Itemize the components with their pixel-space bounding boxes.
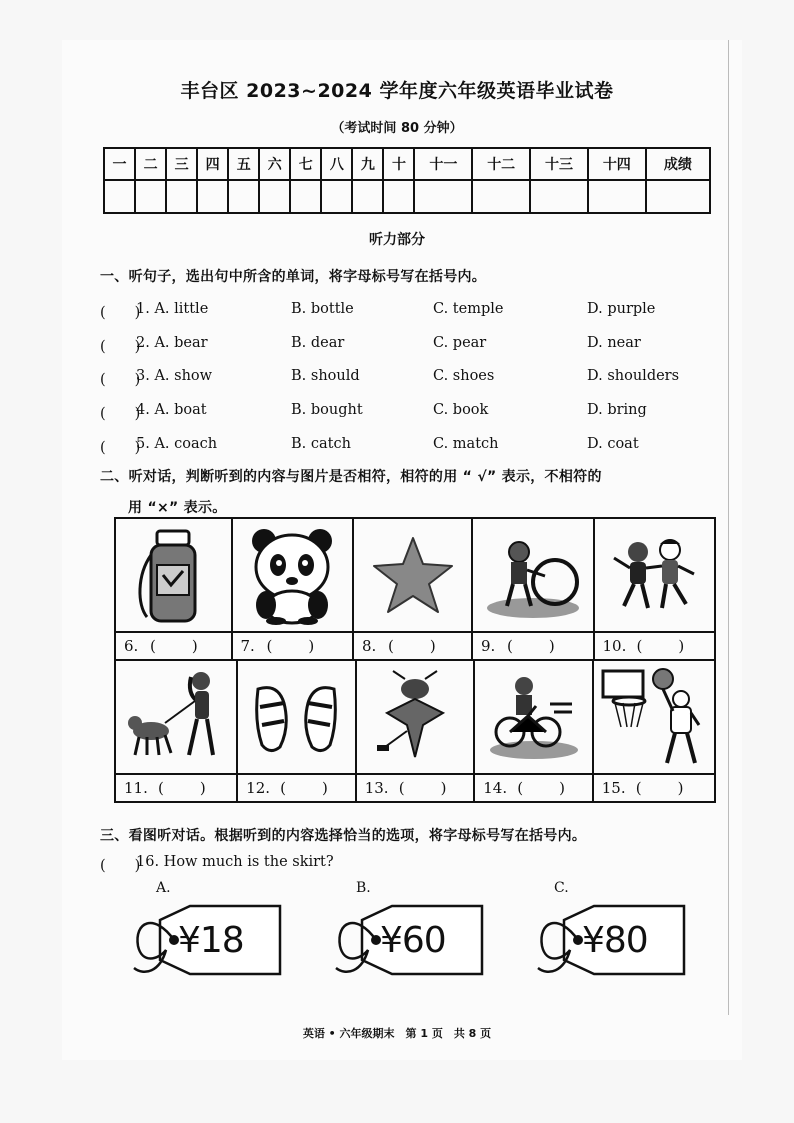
label-row [115, 774, 715, 802]
answer-blank[interactable]: ( ) [100, 406, 141, 422]
score-cell[interactable] [472, 180, 530, 213]
option-a: 5. A. coach [136, 436, 218, 452]
label-cell-14 [474, 774, 593, 802]
score-col-10: 十 [383, 148, 414, 180]
score-cell[interactable] [228, 180, 259, 213]
picture-row [115, 660, 715, 774]
option-letter: B. [356, 880, 371, 896]
paren-open[interactable]: ( [158, 779, 164, 797]
price-tag-options [130, 880, 690, 980]
paren-close: ) [429, 637, 436, 655]
score-cell[interactable] [290, 180, 321, 213]
paren-open[interactable]: ( [150, 637, 156, 655]
option-letter: A. [156, 880, 171, 896]
item-number: 11. [124, 779, 148, 797]
question-row-3 [100, 368, 720, 390]
answer-blank[interactable]: ( ) [100, 305, 141, 321]
water-bottle-icon [133, 525, 213, 625]
option-a: 4. A. boat [136, 402, 207, 418]
picture-grid-row2 [114, 659, 716, 803]
label-cell-11 [115, 774, 237, 802]
price-value: ¥60 [380, 920, 446, 961]
label-cell-8 [353, 632, 472, 660]
item-number: 10. [602, 637, 627, 655]
paren-open[interactable]: ( [388, 637, 394, 655]
score-col-13: 十三 [530, 148, 588, 180]
option-c: C. match [433, 436, 499, 452]
exam-duration: （考试时间 80 分钟） [331, 121, 463, 136]
label-cell-9 [472, 632, 594, 660]
exam-title: 丰台区 2023~2024 学年度六年级英语毕业试卷 [180, 80, 614, 102]
label-cell-7 [232, 632, 354, 660]
kite-icon [365, 667, 465, 767]
score-col-5: 五 [228, 148, 259, 180]
score-col-2: 二 [135, 148, 166, 180]
paren-close: ) [440, 779, 447, 797]
picture-cell-11 [115, 660, 237, 774]
boy-cycling-icon [484, 672, 584, 762]
paren-close: ) [559, 779, 565, 797]
option-c: C. pear [433, 335, 487, 351]
paren-close: ) [199, 779, 206, 797]
item-number: 9. [481, 637, 496, 655]
item-number: 13. [364, 779, 389, 797]
option-b: B. bought [291, 402, 363, 418]
item-number: 7. [240, 637, 255, 655]
option-a: 1. A. little [136, 301, 209, 317]
option-a: 2. A. bear [136, 335, 208, 351]
score-cell[interactable] [530, 180, 588, 213]
paren-open[interactable]: ( [636, 637, 643, 655]
picture-cell-13 [356, 660, 475, 774]
score-blank-row [104, 180, 710, 213]
paren-open[interactable]: ( [507, 637, 513, 655]
score-cell[interactable] [135, 180, 166, 213]
paren-open[interactable]: ( [266, 637, 273, 655]
paren-close: ) [677, 779, 684, 797]
answer-blank[interactable]: ( ) [100, 440, 141, 456]
score-col-4: 四 [197, 148, 228, 180]
page-footer: 英语 • 六年级期末 第 1 页 共 8 页 [302, 1027, 492, 1040]
option-letter: C. [554, 880, 569, 896]
score-col-total: 成绩 [646, 148, 710, 180]
paren-open[interactable]: ( [517, 779, 524, 797]
option-c: C. temple [433, 301, 504, 317]
price-option-b[interactable] [332, 880, 492, 980]
picture-row [115, 518, 715, 632]
score-col-9: 九 [352, 148, 383, 180]
part2-instruction-line1: 二、听对话，判断听到的内容与图片是否相符，相符的用 “ √” 表示，不相符的 [100, 469, 602, 485]
score-cell[interactable] [588, 180, 646, 213]
picture-cell-14 [474, 660, 593, 774]
picture-cell-9 [472, 518, 594, 632]
question-row-5 [100, 436, 720, 458]
price-value: ¥18 [178, 920, 244, 961]
price-value: ¥80 [582, 920, 648, 961]
item-number: 14. [483, 779, 508, 797]
part3-instruction: 三、看图听对话。根据听到的内容选择恰当的选项，将字母标号写在括号内。 [100, 828, 587, 844]
paren-close: ) [191, 637, 198, 655]
paren-close: ) [322, 779, 328, 797]
picture-cell-6 [115, 518, 232, 632]
question-row-2 [100, 335, 720, 357]
right-margin-line [728, 40, 729, 1015]
score-col-6: 六 [259, 148, 290, 180]
label-row [115, 632, 715, 660]
option-c: C. shoes [433, 368, 495, 384]
score-col-7: 七 [290, 148, 321, 180]
label-cell-12 [237, 774, 356, 802]
sandals-icon [246, 677, 346, 757]
answer-blank[interactable]: ( ) [100, 858, 141, 874]
paren-open[interactable]: ( [280, 779, 287, 797]
score-cell[interactable] [166, 180, 197, 213]
picture-cell-7 [232, 518, 354, 632]
score-cell[interactable] [646, 180, 710, 213]
score-col-1: 一 [104, 148, 135, 180]
option-d: D. bring [587, 402, 647, 418]
star-icon [368, 530, 458, 620]
option-c: C. book [433, 402, 489, 418]
label-cell-6 [115, 632, 232, 660]
score-col-11: 十一 [414, 148, 472, 180]
part1-instruction: 一、听句子，选出句中所含的单词，将字母标号写在括号内。 [100, 269, 487, 285]
option-b: B. catch [291, 436, 351, 452]
score-cell[interactable] [259, 180, 290, 213]
picture-cell-15 [593, 660, 715, 774]
picture-cell-8 [353, 518, 472, 632]
paren-open[interactable]: ( [398, 779, 405, 797]
score-col-12: 十二 [472, 148, 530, 180]
score-cell[interactable] [104, 180, 135, 213]
item-number: 12. [246, 779, 271, 797]
option-b: B. bottle [291, 301, 354, 317]
panda-icon [242, 525, 342, 625]
paren-close: ) [678, 637, 685, 655]
girl-walking-dog-icon [121, 667, 231, 767]
label-cell-15 [593, 774, 715, 802]
answer-blank[interactable]: ( ) [100, 339, 141, 355]
item-number: 15. [601, 779, 626, 797]
score-col-14: 十四 [588, 148, 646, 180]
option-d: D. near [587, 335, 641, 351]
label-cell-13 [356, 774, 475, 802]
answer-blank[interactable]: ( ) [100, 372, 141, 388]
score-cell[interactable] [414, 180, 472, 213]
basketball-player-icon [599, 665, 709, 770]
score-cell[interactable] [383, 180, 414, 213]
option-a: 3. A. show [136, 368, 213, 384]
option-d: D. shoulders [587, 368, 680, 384]
boy-with-hoop-icon [483, 530, 583, 620]
part2-instruction-line2: 用 “×” 表示。 [128, 500, 227, 516]
question-row-16 [100, 854, 720, 876]
price-option-a[interactable] [130, 880, 290, 980]
listening-section-heading: 听力部分 [369, 232, 425, 248]
item-number: 8. [362, 637, 377, 655]
price-option-c[interactable] [534, 880, 694, 980]
score-col-8: 八 [321, 148, 352, 180]
score-col-3: 三 [166, 148, 197, 180]
question-text: 16. How much is the skirt? [136, 854, 334, 870]
option-b: B. should [291, 368, 360, 384]
score-header-row [104, 148, 710, 180]
score-cell[interactable] [321, 180, 352, 213]
option-b: B. dear [291, 335, 345, 351]
children-dancing-icon [604, 530, 704, 620]
picture-cell-10 [594, 518, 716, 632]
paren-close: ) [548, 637, 555, 655]
option-d: D. coat [587, 436, 639, 452]
paren-open[interactable]: ( [635, 779, 642, 797]
item-number: 6. [124, 637, 139, 655]
option-d: D. purple [587, 301, 656, 317]
picture-grid-row1 [114, 517, 716, 661]
score-cell[interactable] [197, 180, 228, 213]
paren-close: ) [308, 637, 315, 655]
picture-cell-12 [237, 660, 356, 774]
score-cell[interactable] [352, 180, 383, 213]
label-cell-10 [594, 632, 716, 660]
question-row-1 [100, 301, 720, 323]
score-table [103, 147, 711, 214]
question-row-4 [100, 402, 720, 424]
